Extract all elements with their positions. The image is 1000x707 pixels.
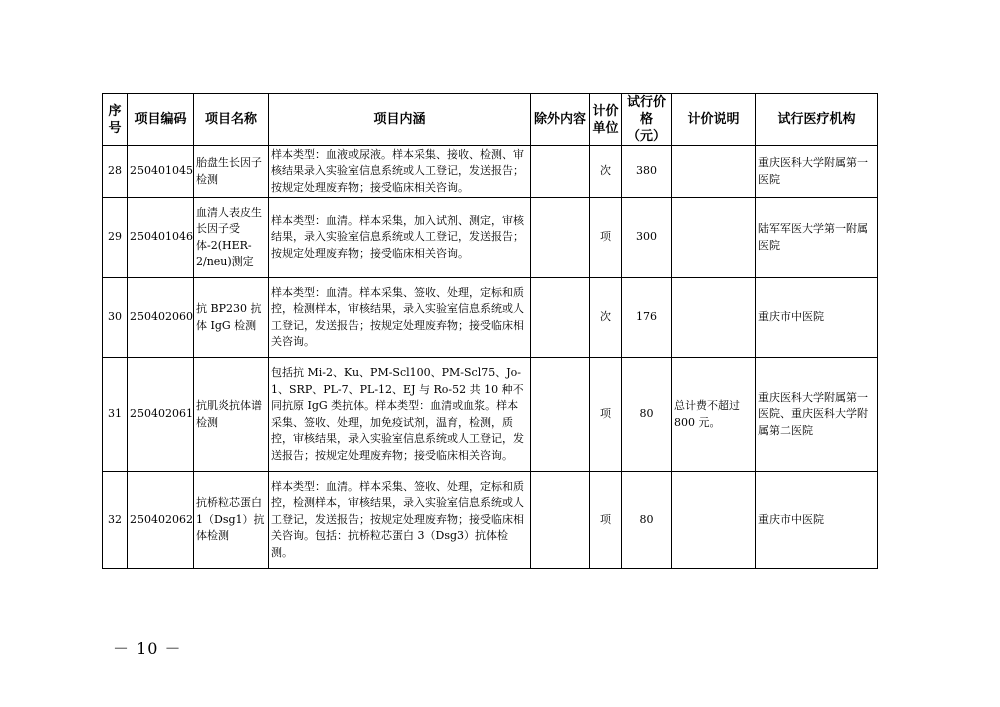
table-row	[103, 472, 878, 569]
cell-no: 31	[103, 358, 128, 472]
cell-price: 300	[622, 198, 672, 278]
header-price: 试行价格（元）	[622, 94, 672, 146]
cell-code: 250402060	[128, 278, 194, 358]
cell-desc: 样本类型：血清。样本采集、签收、处理，定标和质控，检测样本，审核结果，录入实验室信息系统或人工登记，发送报告；按规定处理废弃物；接受临床相关咨询。	[269, 278, 531, 358]
cell-code: 250401045	[128, 146, 194, 198]
cell-code: 250402062	[128, 472, 194, 569]
cell-org: 重庆市中医院	[756, 472, 878, 569]
cell-excl	[531, 278, 590, 358]
cell-price: 176	[622, 278, 672, 358]
cell-org: 陆军军医大学第一附属医院	[756, 198, 878, 278]
cell-desc: 样本类型：血清。样本采集，加入试剂、测定，审核结果，录入实验室信息系统或人工登记，发送报告；按规定处理废弃物；接受临床相关咨询。	[269, 198, 531, 278]
cell-unit: 项	[590, 358, 622, 472]
table-header-row	[103, 94, 878, 146]
cell-name: 抗肌炎抗体谱检测	[194, 358, 269, 472]
cell-desc: 样本类型：血液或尿液。样本采集、接收、检测、审核结果录入实验室信息系统或人工登记，发送报告；按规定处理废弃物；接受临床相关咨询。	[269, 146, 531, 198]
header-desc: 项目内涵	[269, 94, 531, 146]
cell-no: 32	[103, 472, 128, 569]
medical-fee-table	[102, 93, 878, 569]
cell-excl	[531, 146, 590, 198]
cell-name: 抗 BP230 抗体 IgG 检测	[194, 278, 269, 358]
cell-no: 29	[103, 198, 128, 278]
cell-excl	[531, 198, 590, 278]
cell-price: 80	[622, 472, 672, 569]
cell-note	[672, 146, 756, 198]
cell-org: 重庆医科大学附属第一医院	[756, 146, 878, 198]
cell-note	[672, 278, 756, 358]
header-code: 项目编码	[128, 94, 194, 146]
cell-price: 80	[622, 358, 672, 472]
cell-desc: 包括抗 Mi-2、Ku、PM-Scl100、PM-Scl75、Jo-1、SRP、PL-7、PL-12、EJ 与 Ro-52 共 10 种不同抗原 IgG 类抗体。样本类型：血清或血浆。样本采集、签收、处理，加免疫试剂，温育，检测，质控，审核结果，录入实验室信息系统或人工登记，发送报告；按规定处理废弃物；接受临床相关咨询。	[269, 358, 531, 472]
header-no: 序号	[103, 94, 128, 146]
cell-price: 380	[622, 146, 672, 198]
header-unit: 计价单位	[590, 94, 622, 146]
cell-code: 250402061	[128, 358, 194, 472]
cell-unit: 次	[590, 146, 622, 198]
cell-unit: 项	[590, 198, 622, 278]
header-note: 计价说明	[672, 94, 756, 146]
cell-name: 胎盘生长因子检测	[194, 146, 269, 198]
table-row	[103, 198, 878, 278]
cell-code: 250401046	[128, 198, 194, 278]
cell-note: 总计费不超过 800 元。	[672, 358, 756, 472]
table-row	[103, 146, 878, 198]
cell-excl	[531, 472, 590, 569]
cell-note	[672, 198, 756, 278]
table-row	[103, 278, 878, 358]
cell-name: 血清人表皮生长因子受体-2(HER- 2/neu)测定	[194, 198, 269, 278]
header-org: 试行医疗机构	[756, 94, 878, 146]
cell-org: 重庆医科大学附属第一医院、重庆医科大学附属第二医院	[756, 358, 878, 472]
cell-excl	[531, 358, 590, 472]
cell-no: 28	[103, 146, 128, 198]
page-number: － 10 －	[113, 639, 182, 658]
header-excl: 除外内容	[531, 94, 590, 146]
cell-desc: 样本类型：血清。样本采集、签收、处理，定标和质控，检测样本，审核结果，录入实验室信息系统或人工登记，发送报告；按规定处理废弃物；接受临床相关咨询。包括：抗桥粒芯蛋白 3（Dsg3）抗体检测。	[269, 472, 531, 569]
cell-no: 30	[103, 278, 128, 358]
cell-unit: 次	[590, 278, 622, 358]
cell-name: 抗桥粒芯蛋白 1（Dsg1）抗体检测	[194, 472, 269, 569]
table-row	[103, 358, 878, 472]
cell-note	[672, 472, 756, 569]
cell-org: 重庆市中医院	[756, 278, 878, 358]
cell-unit: 项	[590, 472, 622, 569]
header-name: 项目名称	[194, 94, 269, 146]
